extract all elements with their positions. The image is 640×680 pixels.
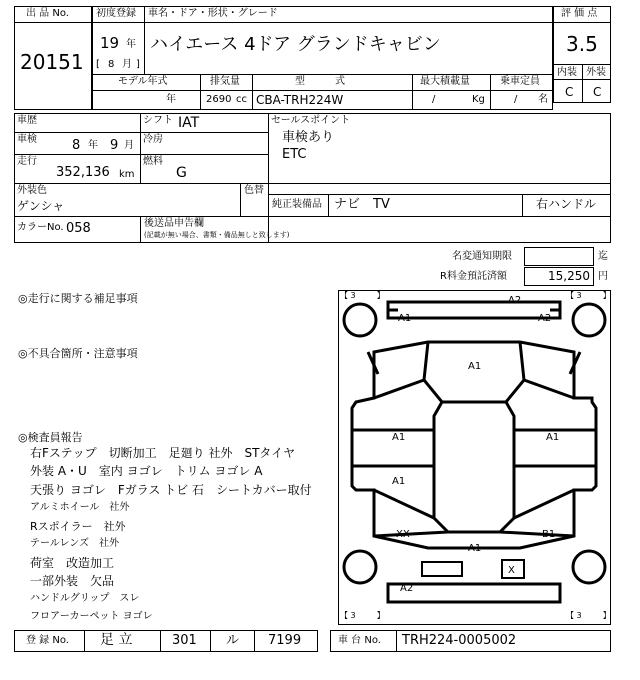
inspector-line: ハンドルグリップ スレ <box>30 593 140 604</box>
change-label: 名変通知期限 <box>452 251 512 262</box>
damage-mark: A2 <box>538 313 552 324</box>
damage-mark: X <box>508 565 515 576</box>
color-value: ゲンシャ <box>17 199 65 213</box>
inspection-month-unit: 月 <box>124 140 134 151</box>
lot-label: 出 品 No. <box>26 8 69 19</box>
inspection-year-unit: 年 <box>88 140 98 151</box>
corner-label-tr: 【 3 】 <box>566 291 611 300</box>
inspector-line: Rスポイラー 社外 <box>30 520 126 533</box>
sales-point-label: セールスポイント <box>271 115 351 126</box>
lot-value: 20151 <box>20 50 84 74</box>
corner-label-tl: 【 3 】 <box>340 291 385 300</box>
damage-mark: A1 <box>468 543 482 554</box>
genuine-value: ナビ TV <box>334 197 390 212</box>
inspector-line: 荷室 改造加工 <box>30 556 115 570</box>
rating-label: 評 価 点 <box>561 8 598 19</box>
model-year-label: モデル年式 <box>118 76 168 87</box>
inspection-year: 8 <box>72 138 81 153</box>
aircon-label: 冷房 <box>143 134 163 145</box>
chassis-value: TRH224-0005002 <box>402 633 517 648</box>
exterior-label: 外装 <box>586 67 606 78</box>
capacity-label: 乗車定員 <box>500 76 540 87</box>
inspector-line: 右Fステップ 切断加工 足廻り 社外 STタイヤ <box>30 446 296 460</box>
inspector-line: フロアーカーペット ヨゴレ <box>30 611 153 622</box>
driving-notes-title: ◎走行に関する補足事項 <box>18 292 138 305</box>
shift-label: シフト <box>143 115 173 126</box>
capacity-slash: / <box>514 94 518 105</box>
damage-mark: A1 <box>392 432 406 443</box>
first-reg-year: 19 <box>100 34 120 52</box>
car-outline <box>338 290 611 625</box>
color-no-label: カラーNo. <box>17 222 64 233</box>
damage-mark: B1 <box>542 529 556 540</box>
displacement-label: 排気量 <box>210 76 240 87</box>
recolor-label: 色替 <box>244 185 264 196</box>
recycle-unit: 円 <box>598 271 608 282</box>
aftermarket-note: (記載が無い場合、書類・備品無しと致します) <box>144 231 290 239</box>
fuel-label: 燃料 <box>143 156 163 167</box>
recycle-label: R料金預託済額 <box>440 271 507 282</box>
mileage-unit: km <box>119 169 135 180</box>
first-reg-month: 8 <box>108 59 115 70</box>
inspection-label: 車検 <box>17 134 37 145</box>
color-label: 外装色 <box>17 185 47 196</box>
inspector-line: アルミホイール 社外 <box>30 502 130 513</box>
defect-notes-title: ◎不具合箇所・注意事項 <box>18 347 138 360</box>
bracket-open: [ <box>96 59 100 70</box>
damage-mark: A2 <box>508 295 522 306</box>
recycle-value: 15,250 <box>548 269 590 283</box>
rating-value: 3.5 <box>566 32 598 56</box>
inspector-line: 外装 A・U 室内 ヨゴレ トリム ヨゴレ A <box>30 464 263 478</box>
year-unit: 年 <box>126 39 136 50</box>
sales-point-2: ETC <box>282 147 307 162</box>
inspector-report-title: ◎検査員報告 <box>18 431 83 444</box>
bracket-close: ] <box>136 59 140 70</box>
damage-mark: A1 <box>398 313 412 324</box>
max-load-label: 最大積載量 <box>420 76 470 87</box>
damage-mark: A1 <box>392 476 406 487</box>
model-year-unit: 年 <box>166 94 176 105</box>
displacement-unit: cc <box>236 94 247 105</box>
aftermarket-label: 後送品申告欄 <box>144 218 204 229</box>
first-reg-label: 初度登録 <box>96 8 136 19</box>
capacity-unit: 名 <box>538 94 548 105</box>
inspector-line: 天張り ヨゴレ Fガラス トビ 石 シートカバー取付 <box>30 483 312 497</box>
damage-mark: A2 <box>400 583 414 594</box>
change-suffix: 迄 <box>598 251 608 262</box>
mileage-label: 走行 <box>17 156 37 167</box>
change-box <box>524 247 594 266</box>
fuel-value: G <box>176 165 187 181</box>
steering-value: 右ハンドル <box>536 197 597 211</box>
reg-place: 足 立 <box>100 632 133 648</box>
mileage-value: 352,136 <box>56 165 110 180</box>
max-load-unit: Kg <box>472 94 485 105</box>
history-label: 車歴 <box>17 115 37 126</box>
damage-mark: XX <box>396 529 410 540</box>
damage-mark: A1 <box>546 432 560 443</box>
month-unit: 月 <box>122 59 132 70</box>
color-no-value: 058 <box>66 221 91 236</box>
sales-point-1: 車検あり <box>282 130 335 145</box>
max-load-slash: / <box>432 94 436 105</box>
shift-value: IAT <box>178 115 200 131</box>
inspector-line: 一部外装 欠品 <box>30 574 115 588</box>
chassis-label: 車 台 No. <box>338 635 381 646</box>
reg-class: 301 <box>172 633 197 648</box>
interior-label: 内装 <box>557 67 577 78</box>
type-value: CBA-TRH224W <box>256 93 344 107</box>
reg-kana: ル <box>226 633 240 648</box>
exterior-value: C <box>593 85 602 99</box>
type-label: 型 式 <box>295 76 345 87</box>
reg-no-label: 登 録 No. <box>26 635 69 646</box>
inspection-month: 9 <box>110 138 119 153</box>
displacement-value: 2690 <box>206 94 232 105</box>
genuine-label: 純正装備品 <box>272 199 322 210</box>
corner-label-bl: 【 3 】 <box>340 611 385 620</box>
inspector-line: テールレンズ 社外 <box>30 538 119 549</box>
car-name-value: ハイエース 4ドア グランドキャビン <box>150 34 441 55</box>
corner-label-br: 【 3 】 <box>566 611 611 620</box>
interior-value: C <box>565 85 574 99</box>
reg-number: 7199 <box>268 633 302 648</box>
car-name-label: 車名・ドア・形状・グレード <box>148 8 278 19</box>
damage-mark: A1 <box>468 361 482 372</box>
